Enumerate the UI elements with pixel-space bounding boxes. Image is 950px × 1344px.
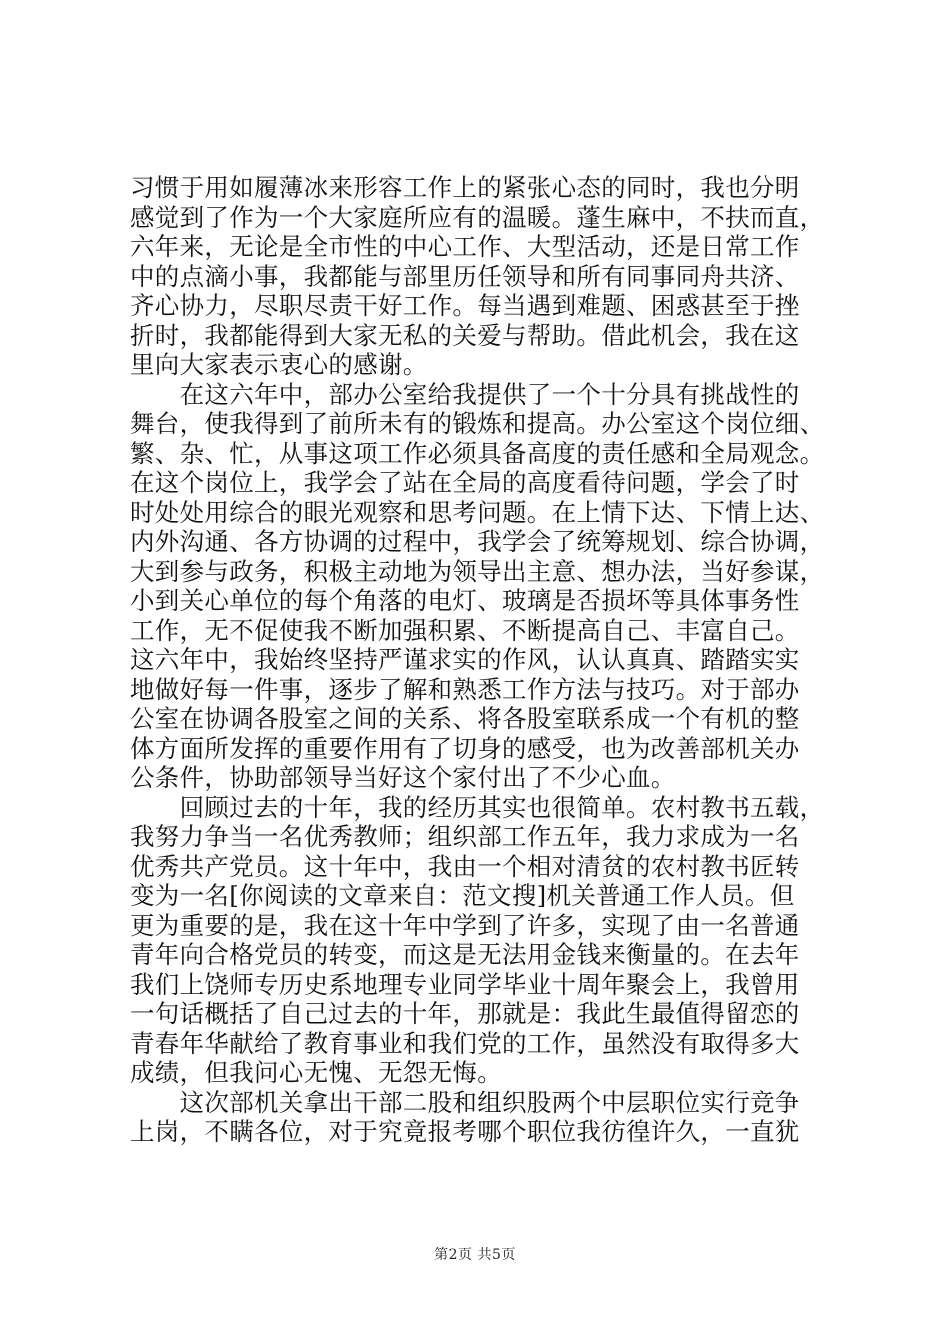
page-number-footer: 第2页 共5页 [434, 1247, 516, 1263]
text-line: 在这个岗位上，我学会了站在全局的高度看待问题，学会了时 [130, 468, 800, 497]
text-line: 小到关心单位的每个角落的电灯、玻璃是否损坏等具体事务性 [130, 586, 800, 615]
text-line: 回顾过去的十年，我的经历其实也很简单。农村教书五载， [130, 792, 825, 822]
text-line: 工作，无不促使我不断加强积累、不断提高自己、丰富自己。 [130, 615, 800, 645]
text-line: 上岗，不瞒各位，对于究竟报考哪个职位我彷徨许久，一直犹 [130, 1117, 800, 1146]
text-line: 这六年中，我始终坚持严谨求实的作风，认认真真、踏踏实实 [130, 645, 800, 674]
text-line: 更为重要的是，我在这十年中学到了许多，实现了由一名普通 [130, 910, 800, 940]
text-line: 地做好每一件事，逐步了解和熟悉工作方法与技巧。对于部办 [130, 674, 800, 704]
document-body [130, 173, 830, 1147]
text-line: 齐心协力，尽职尽责干好工作。每当遇到难题、困惑甚至于挫 [130, 291, 800, 320]
text-line: 青春年华献给了教育事业和我们党的工作，虽然没有取得多大 [130, 1028, 800, 1058]
text-line: 中的点滴小事，我都能与部里历任领导和所有同事同舟共济、 [130, 261, 800, 291]
text-line: 时处处用综合的眼光观察和思考问题。在上情下达、下情上达、 [130, 497, 825, 527]
text-line: 这次部机关拿出干部二股和组织股两个中层职位实行竞争 [130, 1087, 800, 1117]
text-line: 舞台，使我得到了前所未有的锻炼和提高。办公室这个岗位细、 [130, 409, 825, 438]
text-line: 在这六年中，部办公室给我提供了一个十分具有挑战性的 [130, 379, 800, 409]
text-line: 优秀共产党员。这十年中，我由一个相对清贫的农村教书匠转 [130, 851, 800, 881]
text-line: 大到参与政务，积极主动地为领导出主意、想办法，当好参谋， [130, 556, 825, 586]
text-line: 一句话概括了自己过去的十年，那就是：我此生最值得留恋的 [130, 999, 800, 1028]
text-line: 感觉到了作为一个大家庭所应有的温暖。蓬生麻中，不扶而直， [130, 202, 825, 232]
text-line: 我们上饶师专历史系地理专业同学毕业十周年聚会上，我曾用 [130, 969, 800, 999]
text-line: 我努力争当一名优秀教师；组织部工作五年，我力求成为一名 [130, 822, 800, 851]
text-line: 折时，我都能得到大家无私的关爱与帮助。借此机会，我在这 [130, 320, 800, 350]
text-line: 六年来，无论是全市性的中心工作、大型活动，还是日常工作 [130, 232, 800, 261]
text-line: 内外沟通、各方协调的过程中，我学会了统筹规划、综合协调， [130, 527, 825, 556]
text-line: 青年向合格党员的转变，而这是无法用金钱来衡量的。在去年 [130, 940, 800, 969]
text-line: 公条件，协助部领导当好这个家付出了不少心血。 [130, 763, 676, 792]
text-line: 变为一名[你阅读的文章来自：范文搜]机关普通工作人员。但 [130, 881, 795, 910]
text-line: 体方面所发挥的重要作用有了切身的感受，也为改善部机关办 [130, 733, 800, 763]
text-line: 公室在协调各股室之间的关系、将各股室联系成一个有机的整 [130, 704, 800, 733]
text-line: 成绩，但我问心无愧、无怨无悔。 [130, 1058, 502, 1087]
text-line: 习惯于用如履薄冰来形容工作上的紧张心态的同时，我也分明 [130, 173, 800, 202]
text-line: 繁、杂、忙，从事这项工作必须具备高度的责任感和全局观念。 [130, 438, 825, 468]
text-line: 里向大家表示衷心的感谢。 [130, 350, 428, 379]
